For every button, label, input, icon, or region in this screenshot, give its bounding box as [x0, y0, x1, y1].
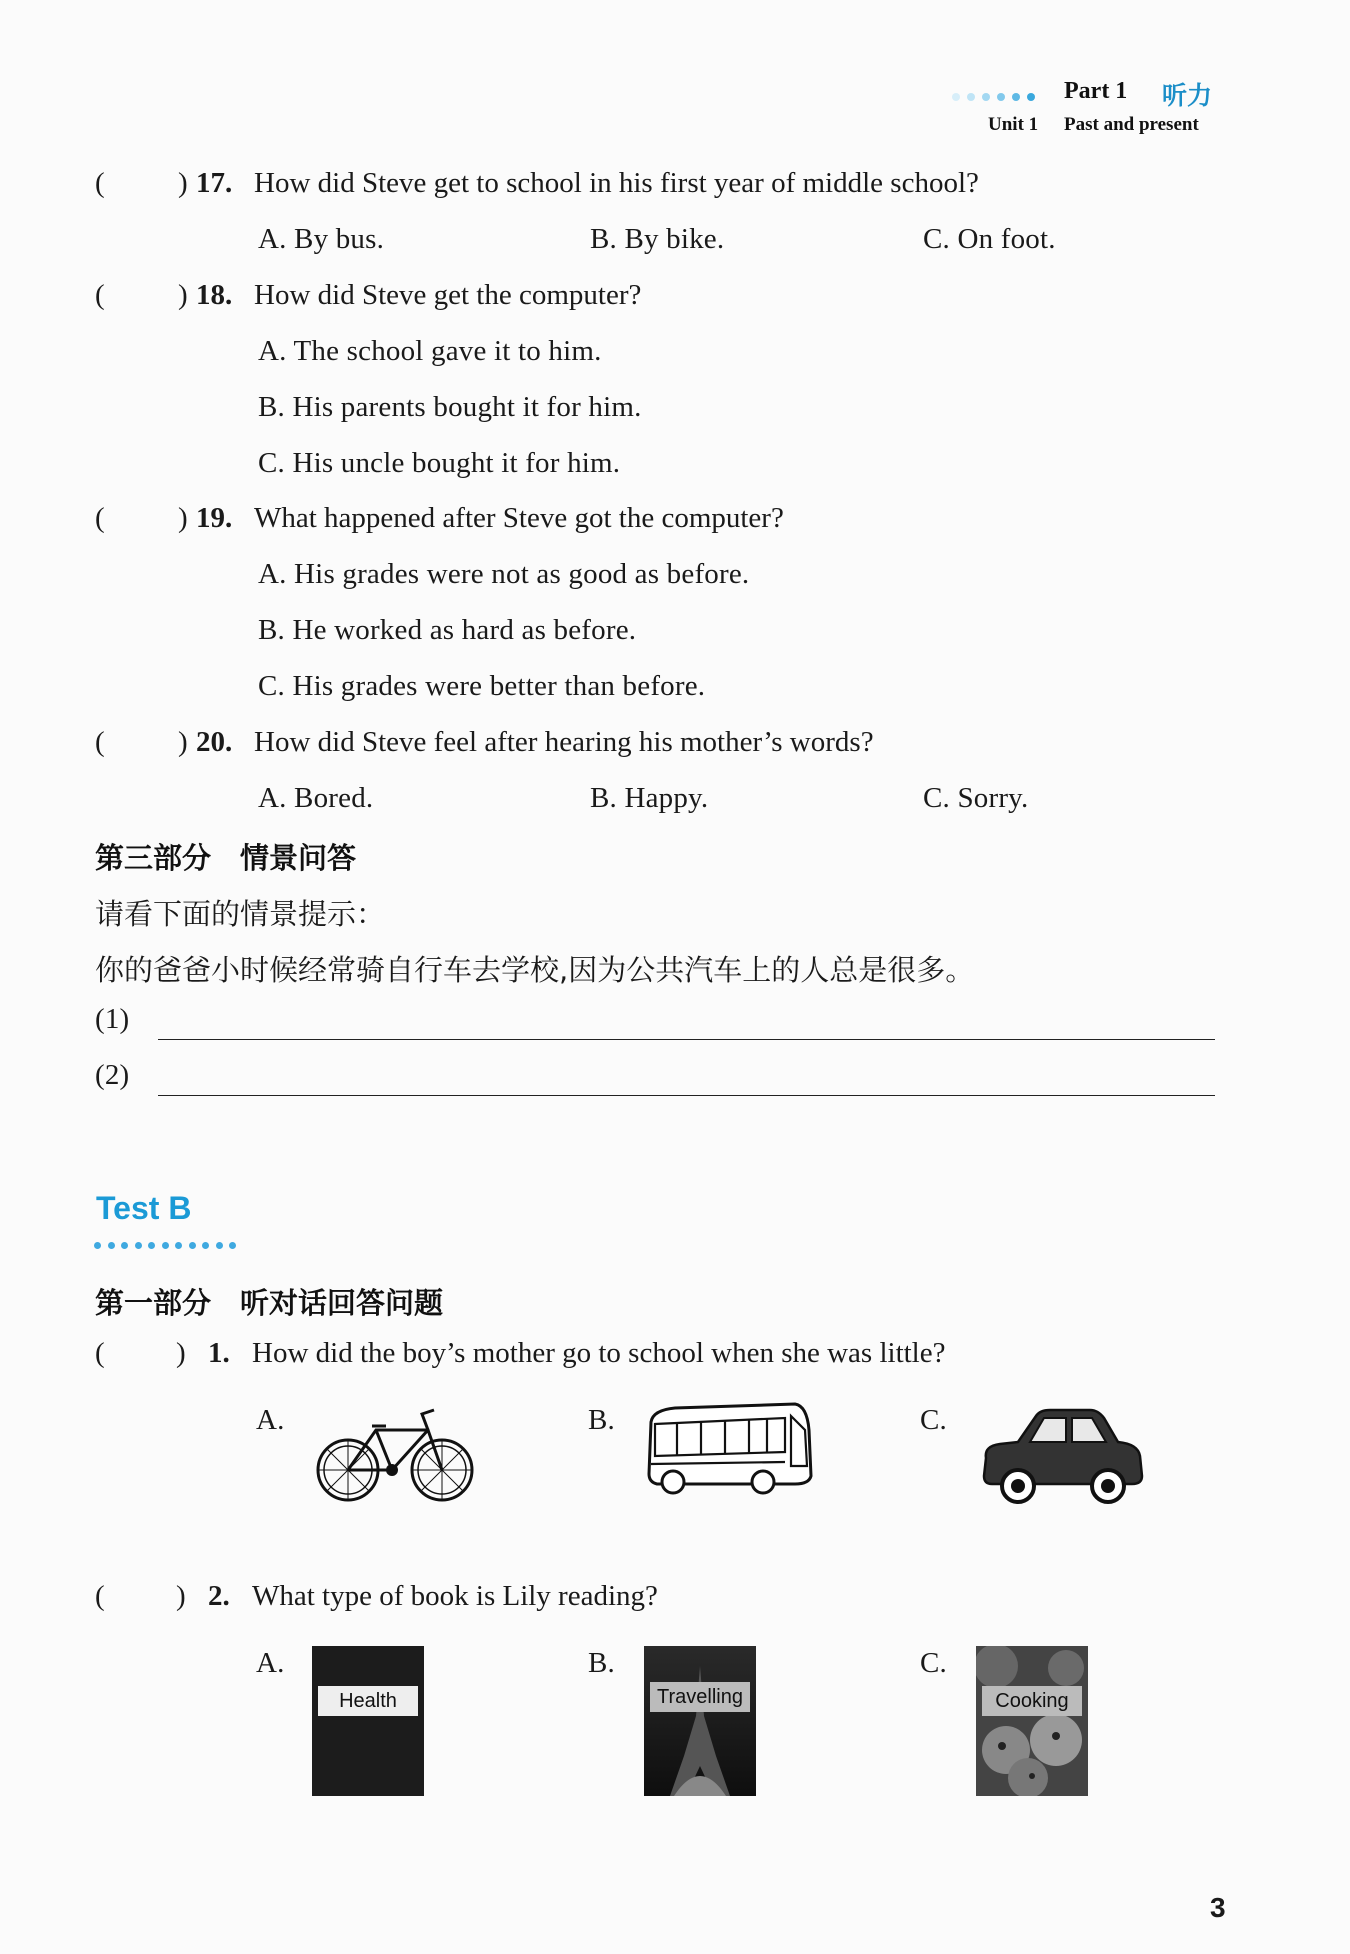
section-title-part3: 第三部分 情景问答 — [95, 841, 357, 875]
option-c: C. His uncle bought it for him. — [258, 447, 621, 479]
question-number: 2. — [208, 1580, 230, 1612]
option-c: C. On foot. — [923, 223, 1056, 255]
answer-paren-close: ) — [176, 1337, 186, 1369]
test-b-dots — [94, 1236, 243, 1254]
option-c: C. — [920, 1647, 947, 1679]
option-c: C. His grades were better than before. — [258, 670, 706, 702]
option-b: B. He worked as hard as before. — [258, 614, 637, 646]
question-text: How did Steve feel after hearing his mother’s words? — [254, 726, 874, 758]
answer-paren-open: ( — [95, 167, 105, 199]
answer-paren-close: ) — [178, 502, 188, 534]
book-title: Health — [318, 1686, 418, 1716]
option-a: A. His grades were not as good as before. — [258, 558, 750, 590]
book-title: Travelling — [650, 1682, 750, 1712]
answer-line-1[interactable] — [158, 1039, 1215, 1040]
blank-label-2: (2) — [95, 1059, 130, 1091]
option-a: A. By bus. — [258, 223, 385, 255]
question-number: 20. — [196, 726, 233, 758]
option-c: C. Sorry. — [923, 782, 1029, 814]
book-cover-travelling — [644, 1646, 756, 1796]
answer-paren-open: ( — [95, 502, 105, 534]
header-unit: Unit 1 — [988, 114, 1039, 135]
answer-paren-close: ) — [178, 167, 188, 199]
answer-paren-open: ( — [95, 1580, 105, 1612]
option-a: A. The school gave it to him. — [258, 335, 602, 367]
answer-paren-close: ) — [178, 279, 188, 311]
option-c: C. — [920, 1404, 947, 1436]
car-icon — [978, 1400, 1148, 1515]
bicycle-icon — [310, 1400, 480, 1517]
option-b: B. — [588, 1404, 615, 1436]
question-text: How did Steve get to school in his first year of middle school? — [254, 167, 979, 199]
question-text: What type of book is Lily reading? — [252, 1580, 658, 1612]
bus-icon — [645, 1400, 815, 1505]
question-text: How did Steve get the computer? — [254, 279, 642, 311]
question-text: What happened after Steve got the computer? — [254, 502, 784, 534]
blank-label-1: (1) — [95, 1003, 130, 1035]
question-number: 18. — [196, 279, 233, 311]
header-dots — [952, 88, 1042, 106]
header-part-cn: 听力 — [1162, 81, 1213, 110]
part3-prompt: 请看下面的情景提示： — [95, 897, 386, 931]
answer-paren-open: ( — [95, 279, 105, 311]
option-b: B. His parents bought it for him. — [258, 391, 642, 423]
option-a: A. Bored. — [258, 782, 374, 814]
part3-scenario: 你的爸爸小时候经常骑自行车去学校,因为公共汽车上的人总是很多。 — [95, 953, 975, 987]
answer-paren-open: ( — [95, 726, 105, 758]
question-number: 19. — [196, 502, 233, 534]
answer-paren-open: ( — [95, 1337, 105, 1369]
option-a: A. — [256, 1647, 285, 1679]
answer-paren-close: ) — [176, 1580, 186, 1612]
option-b: B. Happy. — [590, 782, 709, 814]
header-part: Part 1 — [1064, 78, 1128, 104]
answer-paren-close: ) — [178, 726, 188, 758]
book-cover-cooking — [976, 1646, 1088, 1796]
test-b-title: Test B — [96, 1190, 192, 1226]
page-number: 3 — [1210, 1892, 1226, 1923]
question-number: 1. — [208, 1337, 230, 1369]
question-number: 17. — [196, 167, 233, 199]
question-text: How did the boy’s mother go to school when she was little? — [252, 1337, 946, 1369]
option-b: B. — [588, 1647, 615, 1679]
option-b: B. By bike. — [590, 223, 725, 255]
book-cover-health — [312, 1646, 424, 1796]
book-title: Cooking — [982, 1686, 1082, 1716]
section-title-part1: 第一部分 听对话回答问题 — [95, 1286, 444, 1320]
option-a: A. — [256, 1404, 285, 1436]
header-unit-title: Past and present — [1064, 114, 1199, 135]
answer-line-2[interactable] — [158, 1095, 1215, 1096]
